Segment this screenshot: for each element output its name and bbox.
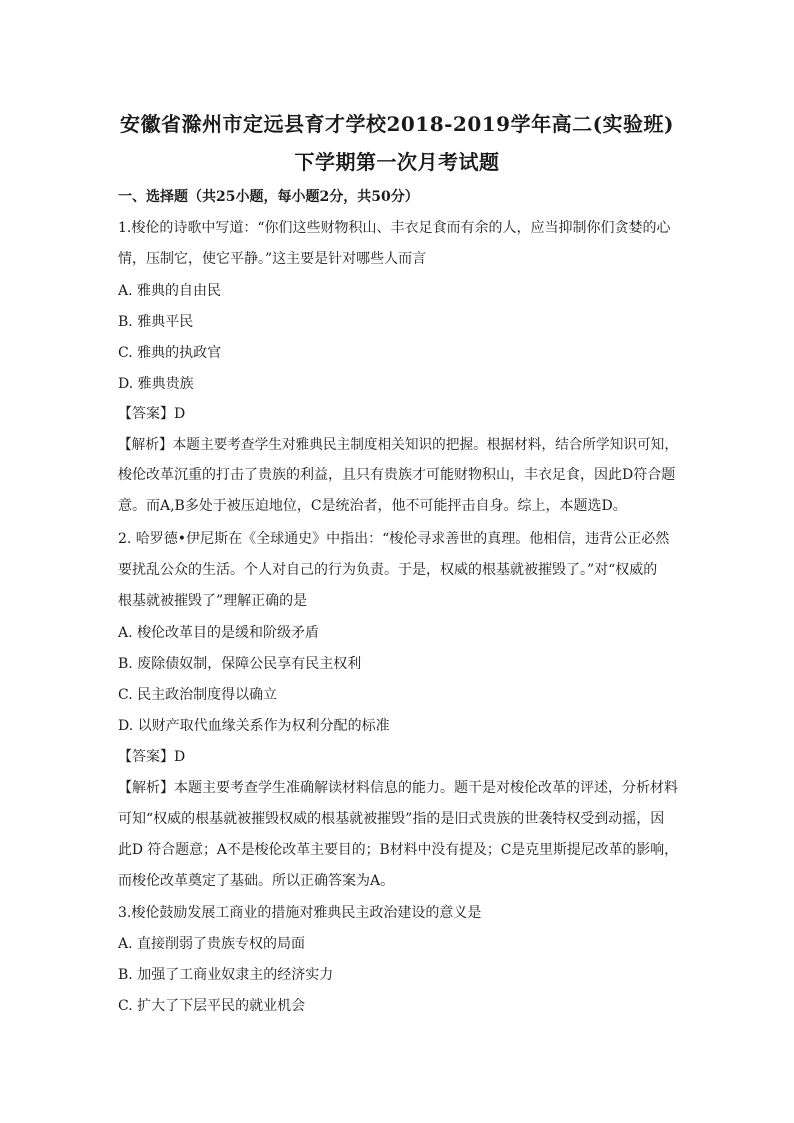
q3-stem-line-1: 3.梭伦鼓励发展工商业的措施对雅典民主政治建设的意义是 (118, 905, 482, 921)
q1-stem-line-2: 情，压制它，使它平静。”这主要是针对哪些人而言 (118, 251, 427, 267)
q3-option-c: C. 扩大了下层平民的就业机会 (118, 998, 306, 1014)
q1-analysis-line-1: 【解析】本题主要考查学生对雅典民主制度相关知识的把握。根据材料，结合所学知识可知， (118, 437, 678, 453)
q2-option-b: B. 废除债奴制，保障公民享有民主权利 (118, 656, 362, 672)
q1-stem-line-1: 1.梭伦的诗歌中写道：“你们这些财物积山、丰衣足食而有余的人，应当抑制你们贪婪的心 (118, 220, 671, 236)
q1-option-a: A. 雅典的自由民 (118, 283, 222, 299)
q2-analysis-line-4: 而梭伦改革奠定了基础。所以正确答案为A。 (118, 873, 395, 889)
q1-option-c: C. 雅典的执政官 (118, 345, 222, 361)
q2-option-d: D. 以财产取代血缘关系作为权利分配的标准 (118, 718, 390, 734)
doc-title-line-1: 安徽省滁州市定远县育才学校2018-2019学年高二(实验班) (119, 112, 675, 136)
q3-option-b: B. 加强了工商业奴隶主的经济实力 (118, 967, 334, 983)
q1-option-d: D. 雅典贵族 (118, 376, 194, 392)
q2-stem-line-1: 2. 哈罗德•伊尼斯在《全球通史》中指出：“梭伦寻求善世的真理。他相信，违背公正必然 (118, 531, 670, 547)
q2-stem-line-3: 根基就被摧毁了”理解正确的是 (118, 593, 308, 609)
q2-answer: 【答案】D (118, 749, 186, 765)
q2-stem-line-2: 要扰乱公众的生活。个人对自己的行为负责。于是，权威的根基就被摧毁了。”对“权威的 (118, 562, 658, 578)
section-heading: 一、选择题（共25小题，每小题2分，共50分） (118, 189, 419, 205)
q1-answer: 【答案】D (118, 406, 186, 422)
q1-analysis-line-2: 梭伦改革沉重的打击了贵族的利益，且只有贵族才可能财物积山，丰衣足食，因此D符合题 (118, 467, 676, 483)
q2-analysis-line-1: 【解析】本题主要考查学生准确解读材料信息的能力。题干是对梭伦改革的评述，分析材料 (118, 780, 678, 796)
q1-option-b: B. 雅典平民 (118, 314, 194, 330)
q2-option-a: A. 梭伦改革目的是缓和阶级矛盾 (118, 625, 320, 641)
q3-option-a: A. 直接削弱了贵族专权的局面 (118, 936, 306, 952)
q1-analysis-line-3: 意。而A,B多处于被压迫地位，C是统治者，他不可能抨击自身。综上，本题选D。 (118, 498, 627, 514)
q2-analysis-line-2: 可知“权威的根基就被摧毁权威的根基就被摧毁”指的是旧式贵族的世袭特权受到动摇，因 (118, 811, 665, 827)
q2-option-c: C. 民主政治制度得以确立 (118, 687, 278, 703)
q2-analysis-line-3: 此D 符合题意；A不是梭伦改革主要目的；B材料中没有提及；C是克里斯提尼改革的影响， (118, 842, 678, 858)
doc-title-line-2: 下学期第一次月考试题 (294, 150, 500, 174)
